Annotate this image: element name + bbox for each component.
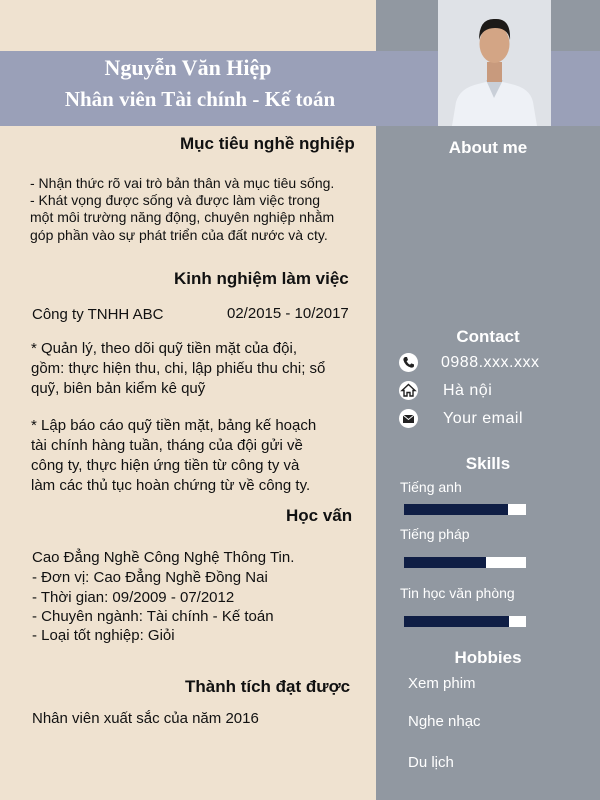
phone-icon (399, 353, 418, 372)
mail-icon (399, 409, 418, 428)
education-line-4: - Chuyên ngành: Tài chính - Kế toán (32, 608, 274, 625)
skill-bar-fill (404, 616, 509, 627)
hobby-item: Xem phim (408, 675, 476, 692)
hobby-item: Du lịch (408, 754, 454, 771)
experience-company: Công ty TNHH ABC (32, 306, 164, 323)
person-portrait-icon (438, 0, 551, 126)
experience-duty-1-line-3: quỹ, biên bản kiểm kê quỹ (31, 380, 206, 397)
hobbies-heading: Hobbies (454, 648, 522, 667)
objective-line-3: một môi trường năng động, chuyên nghiệp nhằm (30, 209, 335, 225)
experience-duty-2-line-1: * Lập báo cáo quỹ tiền mặt, bảng kế hoạch (31, 417, 317, 434)
skill-label: Tiếng pháp (400, 526, 470, 542)
job-title: Nhân viên Tài chính - Kế toán (64, 87, 336, 111)
education-line-3: - Thời gian: 09/2009 - 07/2012 (32, 589, 235, 606)
experience-duty-2-line-4: làm các thủ tục hoàn chứng từ về công ty. (31, 477, 311, 494)
education-line-5: - Loại tốt nghiệp: Giỏi (32, 627, 175, 644)
achievements-heading: Thành tích đạt được (185, 677, 351, 696)
contact-email: Your email (443, 410, 524, 427)
skill-bar-fill (404, 504, 508, 515)
skill-label: Tin học văn phòng (400, 585, 515, 601)
education-line-2: - Đơn vị: Cao Đẳng Nghề Đồng Nai (32, 569, 268, 586)
hobby-item: Nghe nhạc (408, 713, 481, 730)
experience-heading: Kinh nghiệm làm việc (174, 269, 349, 288)
experience-duty-2-line-2: tài chính hàng tuần, tháng của đội gửi về (31, 437, 303, 454)
skill-bar (404, 557, 526, 568)
objective-line-2: - Khát vọng được sống và được làm việc trong (30, 192, 321, 208)
experience-duty-2-line-3: công ty, thực hiện ứng tiền từ công ty và (31, 457, 300, 474)
skill-bar (404, 616, 526, 627)
experience-duty-1-line-1: * Quản lý, theo dõi quỹ tiền mặt của đội, (31, 340, 297, 357)
skill-label: Tiếng anh (400, 479, 462, 495)
home-icon (399, 381, 418, 400)
profile-photo (438, 0, 551, 126)
skills-heading: Skills (465, 454, 511, 473)
objective-heading: Mục tiêu nghề nghiệp (180, 134, 355, 153)
contact-address: Hà nội (443, 382, 493, 399)
education-heading: Học vấn (286, 506, 353, 525)
achievement-item: Nhân viên xuất sắc của năm 2016 (32, 710, 259, 727)
objective-line-4: góp phần vào sự phát triển của đất nước và cty. (30, 227, 328, 243)
contact-heading: Contact (456, 327, 520, 346)
education-line-1: Cao Đẳng Nghề Công Nghệ Thông Tin. (32, 549, 295, 566)
contact-phone: 0988.xxx.xxx (441, 354, 540, 371)
candidate-name: Nguyễn Văn Hiệp (104, 55, 272, 80)
experience-duty-1-line-2: gồm: thực hiện thu, chi, lập phiếu thu chi; sổ (31, 360, 326, 377)
about-heading: About me (448, 138, 528, 157)
objective-line-1: - Nhận thức rõ vai trò bản thân và mục tiêu sống. (30, 175, 335, 191)
name-banner-end (551, 51, 600, 126)
experience-period: 02/2015 - 10/2017 (227, 305, 349, 322)
skill-bar (404, 504, 526, 515)
skill-bar-fill (404, 557, 486, 568)
